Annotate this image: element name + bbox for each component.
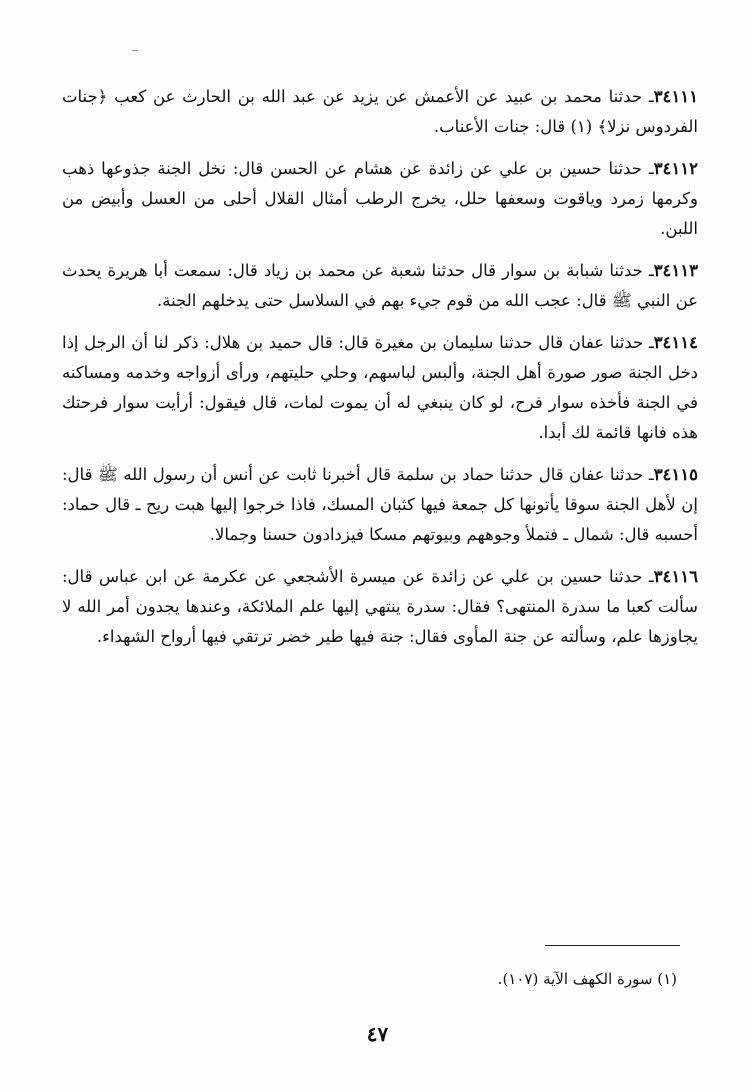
hadith-number: ٣٤١١٥ — [653, 465, 698, 484]
hadith-paragraph — [62, 256, 698, 316]
hadith-paragraph — [62, 562, 698, 652]
main-text — [62, 82, 698, 664]
hadith-text: ـ حدثنا شبابة بن سوار قال حدثنا شعبة عن محمد بن زياد قال: سمعت أبا هريرة يحدث عن النبي ﷺ قال: عجب الله من قوم جيء بهم في السلاسل حتى يدخلهم الجنة. — [62, 261, 698, 310]
hadith-number: ٣٤١١٦ — [653, 567, 698, 586]
hadith-text: ـ حدثنا حسين بن علي عن زائدة عن هشام عن الحسن قال: نخل الجنة جذوعها ذهب وكرمها زمرد وياقوت وسعفها حلل، يخرج الرطب أمثال القلال أحلى من العسل وأبيض من اللبن. — [62, 159, 698, 238]
footnote: (١) سورة الكهف الآية (١٠٧). — [497, 970, 677, 988]
hadith-number: ٣٤١١٣ — [653, 261, 698, 280]
hadith-text: ـ حدثنا حسين بن علي عن زائدة عن ميسرة الأشجعي عن عكرمة عن ابن عباس قال: سألت كعبا ما سدرة المنتهى؟ فقال: سدرة ينتهي إليها علم الملائكة، وعندها يجدون أمر الله لا يجاوزها علم، وسألته عن جنة المأوى فقال: جنة فيها طير خضر ترتقي فيها أرواح الشهداء. — [62, 567, 698, 646]
scan-speck — [132, 50, 138, 51]
hadith-text: ـ حدثنا عفان قال حدثنا سليمان بن مغيرة قال: قال حميد بن هلال: ذكر لنا أن الرجل إذا دخل الجنة صور صورة أهل الجنة، وألبس لباسهم، وحلي حليتهم، ورأى أزواجه وخدمه ومساكنه في الجنة فأخذه سوار فرح، لو كان ينبغي له أن يموت لمات، قال فيقول: أرأيت سوار فرحتك هذه فانها قائمة لك أبدا. — [62, 333, 698, 442]
hadith-paragraph — [62, 328, 698, 448]
hadith-paragraph — [62, 460, 698, 550]
hadith-number: ٣٤١١١ — [653, 87, 698, 106]
hadith-number: ٣٤١١٢ — [653, 159, 698, 178]
page-number: ٤٧ — [366, 1022, 389, 1046]
hadith-text: ـ حدثنا محمد بن عبيد عن الأعمش عن يزيد عن عبد الله بن الحارث عن كعب ﴿جنات الفردوس نزلا﴾ (١) قال: جنات الأعناب. — [62, 87, 698, 136]
hadith-text: ـ حدثنا عفان قال حدثنا حماد بن سلمة قال أخبرنا ثابت عن أنس أن رسول الله ﷺ قال: إن لأهل الجنة سوقا يأتونها كل جمعة فيها كثبان المسك، فاذا خرجوا إليها هبت ريح ـ قال حماد: أحسبه قال: شمال ـ فتملأ وجوههم وبيوتهم مسكا فيزدادون حسنا وجمالا. — [62, 465, 698, 544]
hadith-paragraph — [62, 154, 698, 244]
hadith-paragraph — [62, 82, 698, 142]
hadith-number: ٣٤١١٤ — [653, 333, 698, 352]
footnote-divider — [545, 945, 680, 946]
